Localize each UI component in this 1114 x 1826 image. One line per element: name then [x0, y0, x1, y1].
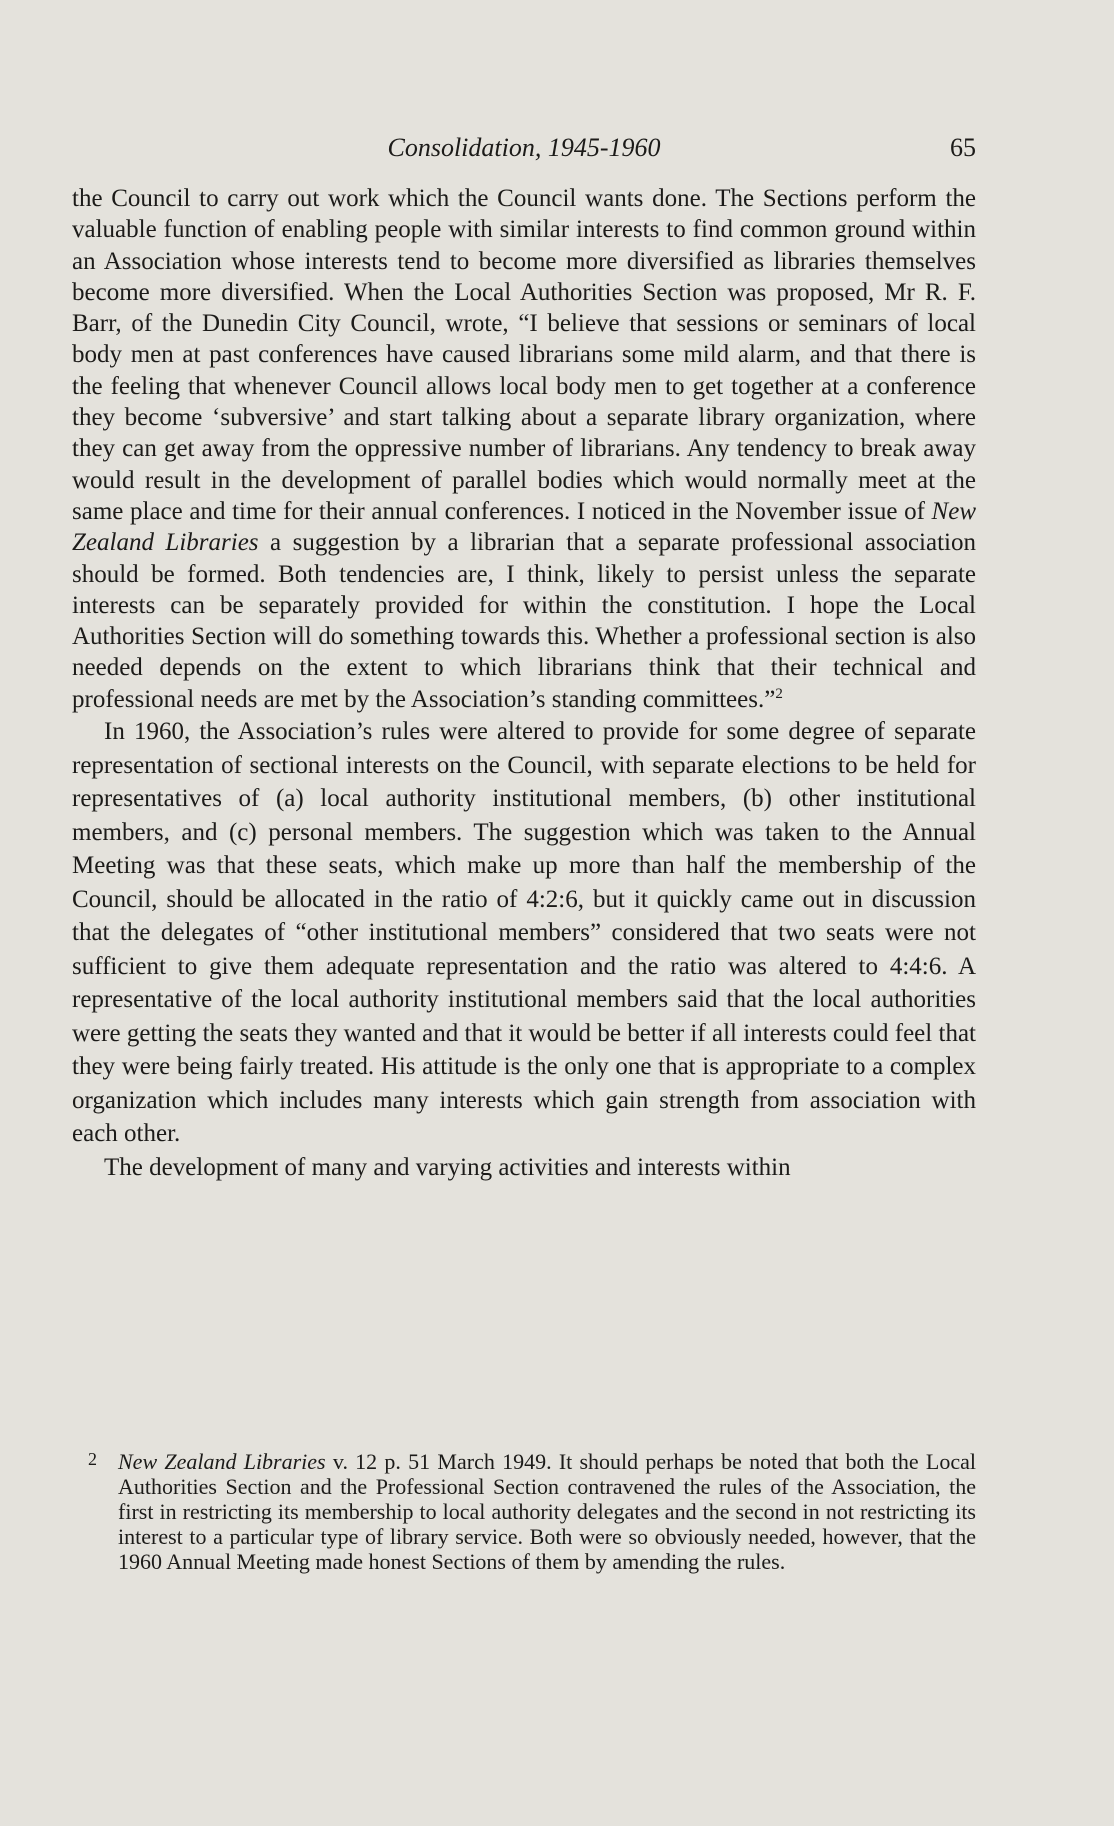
- page-number: 65: [950, 133, 976, 162]
- footnote-text: [118, 1449, 976, 1574]
- footnote: [88, 1449, 976, 1574]
- paragraph-1-text-b: a suggestion by a librarian that a separate professional association should be formed. Both tendencies are, I think, likely to persist unless the separate interests can be separately provided for within the constitution. I hope the Local Authorities Section will do something towards this. Whether a professional section is also needed depends on the extent to which librarians think that their technical and professional needs are met by the Association’s standing committees.”: [72, 529, 976, 713]
- running-head: [72, 130, 976, 166]
- paragraph-1-text-a: the Council to carry out work which the Council wants done. The Sections perform the valuable function of enabling people with similar interests to find common ground within an Association whose interests tend to become more diversified as libraries themselves become more diversified. When the Local Authorities Section was proposed, Mr R. F. Barr, of the Dunedin City Council, wrote, “I believe that sessions or seminars of local body men at past conferences have caused librarians some mild alarm, and that there is the feeling that whenever Council allows local body men to get together at a conference they become ‘subversive’ and start talking about a separate library organization, where they can get away from the oppressive number of librarians. Any tendency to break away would result in the development of parallel bodies which would normally meet at the same place and time for their annual conferences. I noticed in the November issue of: [72, 185, 976, 525]
- footnote-body: v. 12 p. 51 March 1949. It should perhaps be noted that both the Local Authorities Section and the Professional Section contravened the rules of the Association, the first in restricting its membership to local authority delegates and the second in not restricting its interest to a particular type of library service. Both were so obviously needed, however, that the 1960 Annual Meeting made honest Sections of them by amending the rules.: [118, 1449, 976, 1574]
- body-text: [72, 183, 976, 1184]
- journal-title-citation: New Zealand Libraries: [72, 497, 976, 557]
- footnote-marker: 2: [88, 1449, 97, 1469]
- footnote-journal-title: New Zealand Libraries: [118, 1449, 326, 1474]
- paragraph-1: [72, 183, 976, 715]
- running-title: Consolidation, 1945-1960: [387, 133, 661, 162]
- paragraph-3: The development of many and varying activities and interests within: [104, 1153, 791, 1181]
- paragraph-2: In 1960, the Association’s rules were altered to provide for some degree of separate representation of sectional interests on the Council, with separate elections to be held for representatives of (a) local authority institutional members, (b) other institutional members, and (c) personal members. The suggestion which was taken to the Annual Meeting was that these seats, which make up more than half the membership of the Council, should be allocated in the ratio of 4:2:6, but it quickly came out in discussion that the delegates of “other institutional members” considered that two seats were not sufficient to give them adequate representation and the ratio was altered to 4:4:6. A representative of the local authority institutional members said that the local authorities were getting the seats they wanted and that it would be better if all interests could feel that they were being fairly treated. His attitude is the only one that is appropriate to a complex organization which includes many interests which gain strength from association with each other.: [72, 718, 976, 1148]
- footnote-reference: 2: [775, 685, 783, 702]
